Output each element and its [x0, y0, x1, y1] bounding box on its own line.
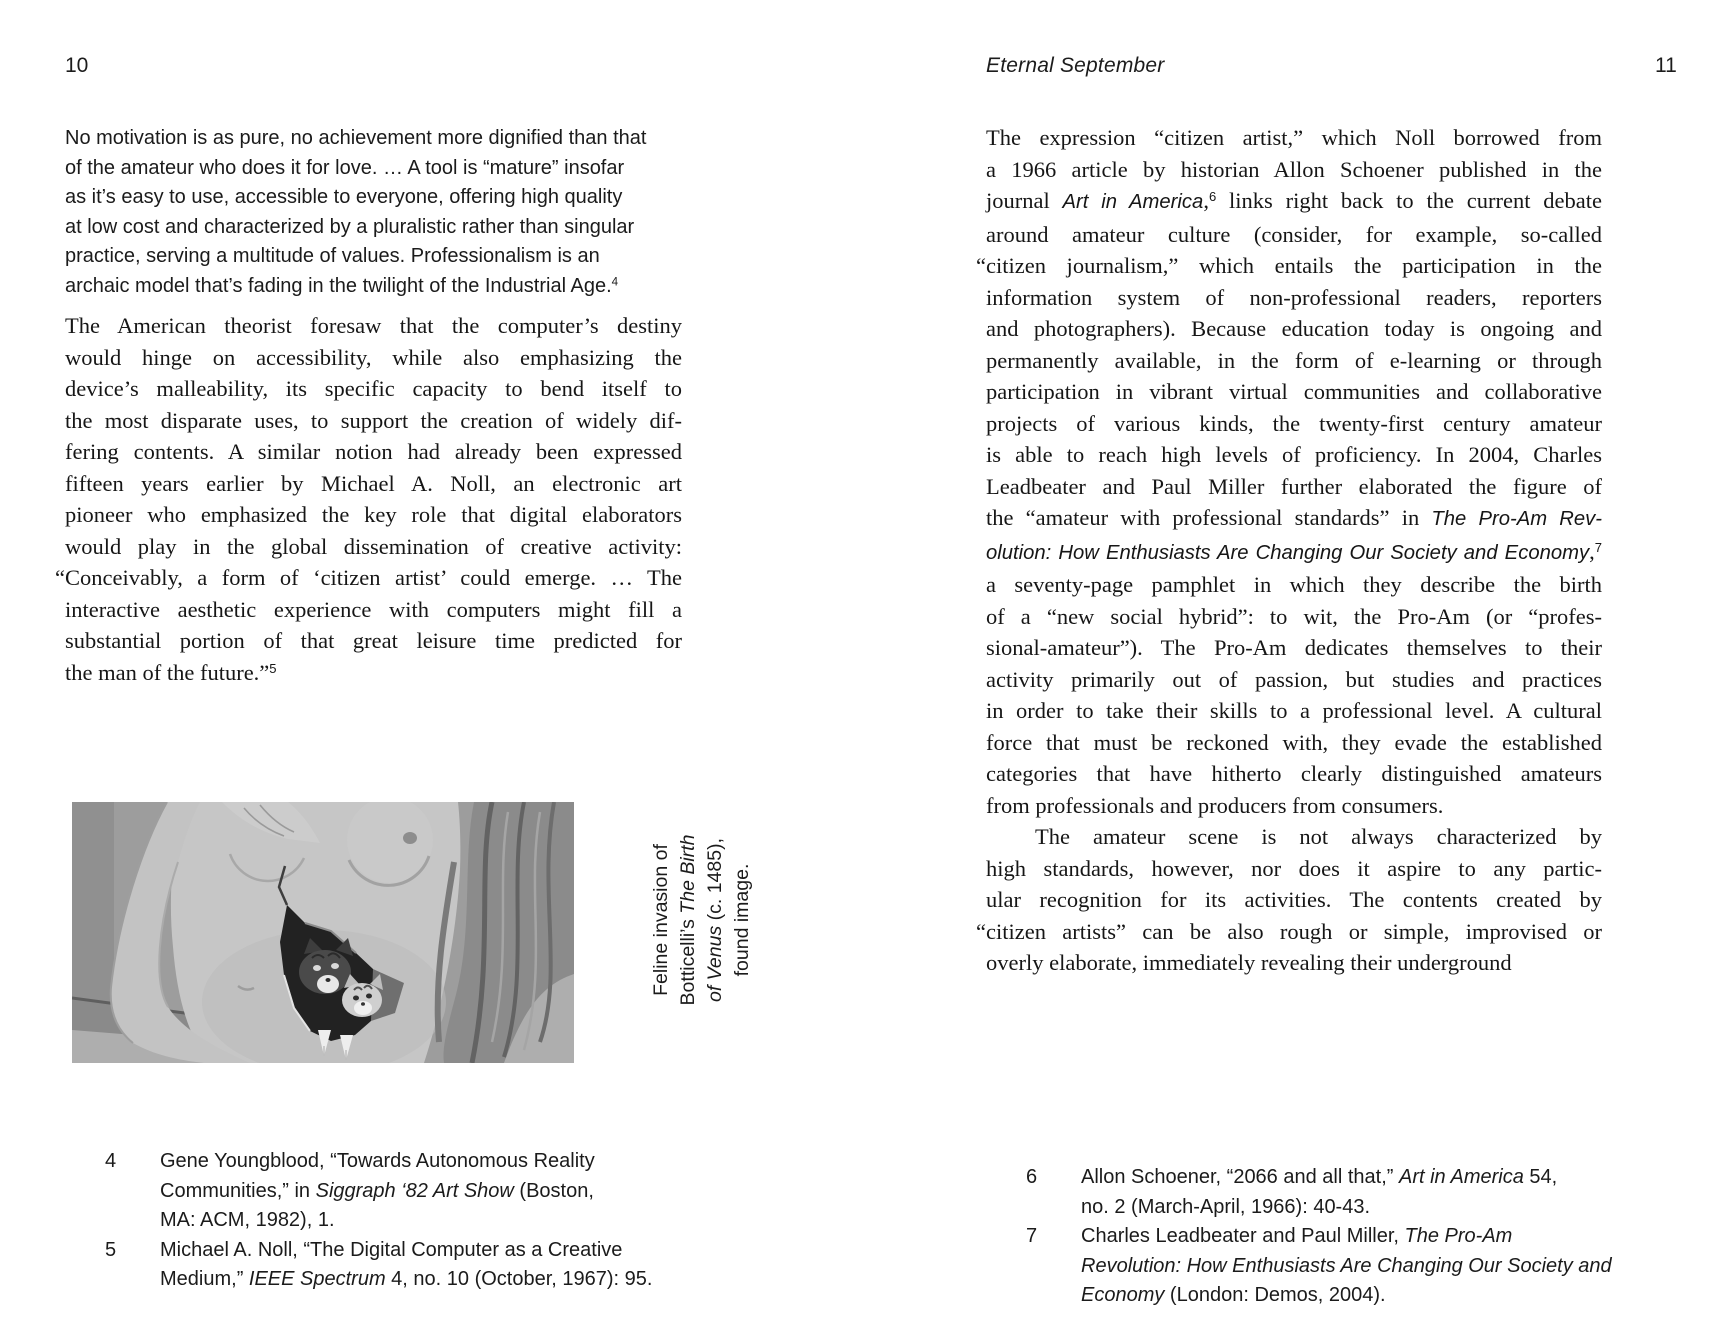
text-line: as it’s easy to use, accessible to everyone, offering high quality — [65, 186, 623, 208]
text-line: device’s malleability, its specific capacity to bend itself to — [65, 376, 682, 401]
text-line: information system of non-professional readers, reporters — [986, 284, 1602, 310]
text-line: would hinge on accessibility, while also emphasizing the — [65, 344, 682, 370]
text-line: a 1966 article by historian Allon Schoener published in the — [986, 156, 1602, 182]
page-number-right: 11 — [1655, 54, 1677, 77]
text-line: Revolution: How Enthusiasts Are Changing Our Society and — [1081, 1254, 1612, 1277]
text-line: from professionals and producers from consumers. — [986, 792, 1444, 818]
text-line: “Conceivably, a form of ‘citizen artist’ could emerge. … The — [55, 565, 682, 590]
text-line: the “amateur with professional standards” in The Pro-Am Rev- — [986, 505, 1603, 530]
text-line: substantial portion of that great leisure time predicted for — [65, 628, 682, 653]
text-line: around amateur culture (consider, for example, so-called — [986, 221, 1602, 247]
text-line: Feline invasion of — [650, 844, 672, 996]
text-line: Medium,” IEEE Spectrum 4, no. 10 (October, 1967): 95. — [160, 1268, 653, 1290]
text-line: fering contents. A similar notion had already been expressed — [65, 439, 682, 464]
text-line: categories that have hitherto clearly distinguished amateurs — [986, 761, 1602, 786]
text-line: pioneer who emphasized the key role that digital elaborators — [65, 502, 682, 527]
text-line: “citizen artists” can be also rough or simple, improvised or — [976, 918, 1602, 944]
text-line: archaic model that’s fading in the twilight of the Industrial Age.$^4$ — [65, 274, 619, 297]
text-line: participation in vibrant virtual communities and collaborative — [986, 379, 1602, 404]
text-line: No motivation is as pure, no achievement more dignified than that — [65, 127, 647, 149]
text-line: would play in the global dissemination of creative activity: — [65, 533, 682, 559]
footnote-list-right — [986, 1163, 1646, 1311]
text-line: the man of the future.”$^5$ — [65, 659, 277, 685]
text-line: at low cost and characterized by a pluralistic rather than singular — [65, 215, 635, 238]
epigraph-quote — [65, 124, 687, 301]
text-line: a seventy-page pamphlet in which they describe the birth — [986, 572, 1602, 597]
text-line: journal Art in America,$^6$ links right back to the current debate — [986, 188, 1603, 213]
footnote-number: 4 — [105, 1150, 117, 1172]
footnote-text — [1081, 1222, 1646, 1311]
text-line: “citizen journalism,” which entails the participation in the — [976, 253, 1602, 278]
text-line: of the amateur who does it for love. … A tool is “mature” insofar — [65, 156, 625, 179]
text-line: no. 2 (March-April, 1966): 40-43. — [1081, 1195, 1371, 1218]
footnote-text — [160, 1147, 725, 1236]
text-line: Economy (London: Demos, 2004). — [1081, 1284, 1386, 1306]
footnote-number: 7 — [1026, 1225, 1038, 1247]
text-line: practice, serving a multitude of values. Professionalism is an — [65, 245, 600, 267]
text-line: Botticelli’s The Birth — [677, 834, 699, 1006]
text-line: in order to take their skills to a professional level. A cultural — [986, 698, 1602, 723]
footnote-number: 6 — [1026, 1166, 1038, 1188]
text-line: and photographers). Because education today is ongoing and — [986, 316, 1602, 341]
text-line: projects of various kinds, the twenty-first century amateur — [986, 410, 1602, 436]
text-line: high standards, however, nor does it aspire to any partic- — [986, 855, 1602, 881]
text-line: overly elaborate, immediately revealing their underground — [986, 950, 1512, 975]
text-line: sional-amateur”). The Pro-Am dedicates themselves to their — [986, 635, 1602, 660]
text-line: Communities,” in Siggraph ‘82 Art Show (Boston, — [160, 1179, 594, 1202]
text-line: ular recognition for its activities. The contents created by — [986, 887, 1602, 912]
page-number-left: 10 — [65, 54, 89, 77]
text-line: force that must be reckoned with, they evade the established — [986, 729, 1602, 755]
text-line: The expression “citizen artist,” which Noll borrowed from — [986, 125, 1602, 150]
text-line: The amateur scene is not always characterized by — [1035, 824, 1602, 849]
venus-cats-artwork — [72, 802, 574, 1063]
text-line: of a “new social hybrid”: to wit, the Pro-Am (or “profes- — [986, 603, 1602, 629]
footnote-number: 5 — [105, 1238, 117, 1261]
text-line: interactive aesthetic experience with computers might fill a — [65, 596, 682, 622]
figure-image — [72, 802, 574, 1063]
text-line: is able to reach high levels of proficiency. In 2004, Charles — [986, 442, 1602, 467]
text-line: Leadbeater and Paul Miller further elaborated the figure of — [986, 473, 1602, 499]
text-line: activity primarily out of passion, but studies and practices — [986, 666, 1602, 692]
footnote-text — [160, 1236, 725, 1295]
text-line: found image. — [731, 863, 753, 977]
text-line: Gene Youngblood, “Towards Autonomous Reality — [160, 1150, 595, 1172]
text-line: The American theorist foresaw that the computer’s destiny — [65, 313, 682, 338]
running-header: Eternal September — [986, 54, 1165, 77]
footnote-list-left — [65, 1147, 725, 1295]
body-text-left — [55, 310, 682, 688]
text-line: olution: How Enthusiasts Are Changing Our Society and Economy,$^7$ — [986, 538, 1602, 564]
text-line: the most disparate uses, to support the creation of widely dif- — [65, 407, 682, 433]
footnote-text — [1081, 1163, 1646, 1222]
text-line: Charles Leadbeater and Paul Miller, The Pro-Am — [1081, 1225, 1513, 1247]
text-line: MA: ACM, 1982), 1. — [160, 1209, 335, 1231]
body-text-right — [976, 122, 1603, 979]
text-line: Michael A. Noll, “The Digital Computer as a Creative — [160, 1238, 623, 1261]
footnote — [986, 1163, 1646, 1222]
text-line: fifteen years earlier by Michael A. Noll, an electronic art — [65, 470, 682, 496]
figure-caption — [648, 805, 756, 1035]
footnote — [65, 1236, 725, 1295]
text-line: permanently available, in the form of e-learning or through — [986, 347, 1602, 373]
text-line: of Venus (c. 1485), — [704, 837, 726, 1003]
footnote — [986, 1222, 1646, 1311]
footnote — [65, 1147, 725, 1236]
text-line: Allon Schoener, “2066 and all that,” Art in America 54, — [1081, 1166, 1558, 1188]
